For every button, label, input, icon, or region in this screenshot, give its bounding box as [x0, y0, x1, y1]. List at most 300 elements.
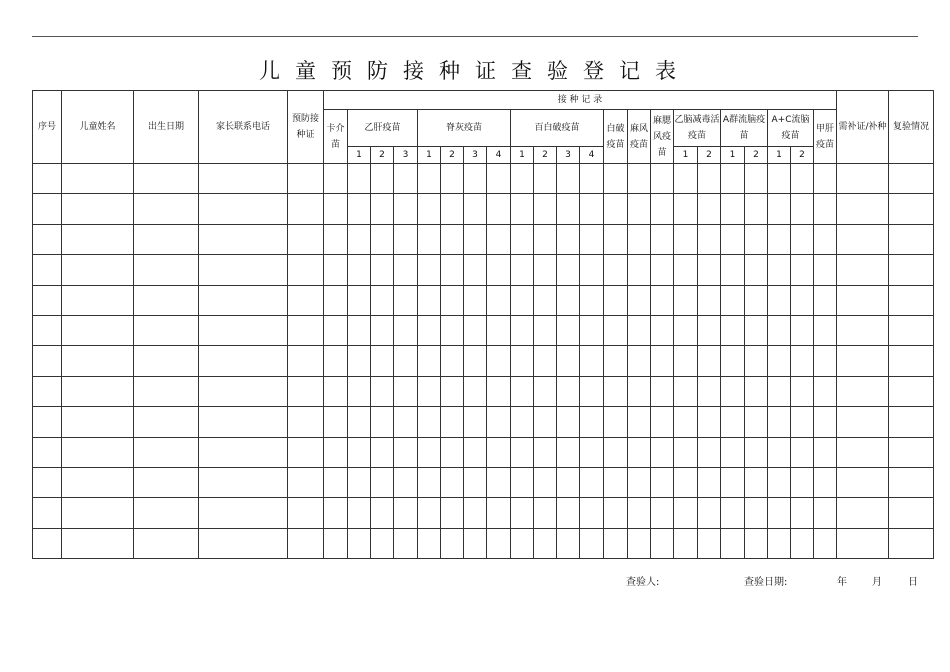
table-cell[interactable]	[464, 285, 487, 315]
table-cell[interactable]	[394, 285, 418, 315]
table-cell[interactable]	[288, 407, 324, 437]
table-cell[interactable]	[814, 315, 837, 345]
table-cell[interactable]	[557, 194, 580, 224]
table-cell[interactable]	[628, 164, 651, 194]
table-cell[interactable]	[534, 467, 557, 497]
table-cell[interactable]	[394, 376, 418, 406]
table-cell[interactable]	[288, 315, 324, 345]
table-cell[interactable]	[580, 437, 604, 467]
table-cell[interactable]	[487, 528, 511, 558]
table-cell[interactable]	[674, 407, 698, 437]
table-cell[interactable]	[837, 528, 889, 558]
table-cell[interactable]	[604, 376, 628, 406]
table-cell[interactable]	[371, 285, 394, 315]
table-cell[interactable]	[394, 346, 418, 376]
table-cell[interactable]	[33, 164, 62, 194]
table-cell[interactable]	[628, 224, 651, 254]
table-cell[interactable]	[534, 346, 557, 376]
table-cell[interactable]	[745, 346, 768, 376]
table-cell[interactable]	[604, 315, 628, 345]
table-cell[interactable]	[814, 437, 837, 467]
table-cell[interactable]	[418, 437, 441, 467]
table-cell[interactable]	[62, 376, 134, 406]
table-cell[interactable]	[651, 194, 674, 224]
table-cell[interactable]	[698, 164, 721, 194]
table-cell[interactable]	[511, 315, 534, 345]
table-cell[interactable]	[288, 467, 324, 497]
table-cell[interactable]	[889, 346, 934, 376]
table-cell[interactable]	[324, 224, 348, 254]
table-cell[interactable]	[604, 407, 628, 437]
table-cell[interactable]	[698, 224, 721, 254]
table-cell[interactable]	[604, 437, 628, 467]
table-cell[interactable]	[487, 194, 511, 224]
table-cell[interactable]	[814, 407, 837, 437]
table-cell[interactable]	[534, 376, 557, 406]
table-cell[interactable]	[889, 285, 934, 315]
table-cell[interactable]	[791, 224, 814, 254]
table-cell[interactable]	[557, 224, 580, 254]
table-cell[interactable]	[580, 194, 604, 224]
table-cell[interactable]	[889, 315, 934, 345]
table-cell[interactable]	[557, 528, 580, 558]
table-cell[interactable]	[324, 255, 348, 285]
table-cell[interactable]	[889, 437, 934, 467]
table-cell[interactable]	[674, 255, 698, 285]
table-cell[interactable]	[62, 528, 134, 558]
table-cell[interactable]	[394, 194, 418, 224]
table-cell[interactable]	[534, 224, 557, 254]
table-cell[interactable]	[721, 498, 745, 528]
table-cell[interactable]	[418, 194, 441, 224]
table-cell[interactable]	[441, 407, 464, 437]
table-cell[interactable]	[394, 467, 418, 497]
table-cell[interactable]	[394, 224, 418, 254]
table-cell[interactable]	[651, 255, 674, 285]
table-cell[interactable]	[371, 498, 394, 528]
table-cell[interactable]	[837, 467, 889, 497]
table-cell[interactable]	[837, 164, 889, 194]
table-cell[interactable]	[721, 285, 745, 315]
table-cell[interactable]	[33, 528, 62, 558]
table-cell[interactable]	[371, 376, 394, 406]
table-cell[interactable]	[580, 528, 604, 558]
table-cell[interactable]	[837, 437, 889, 467]
table-cell[interactable]	[418, 498, 441, 528]
table-cell[interactable]	[604, 467, 628, 497]
table-cell[interactable]	[62, 467, 134, 497]
table-cell[interactable]	[837, 315, 889, 345]
table-cell[interactable]	[418, 467, 441, 497]
table-cell[interactable]	[604, 255, 628, 285]
table-cell[interactable]	[348, 498, 371, 528]
table-cell[interactable]	[674, 285, 698, 315]
table-cell[interactable]	[199, 407, 288, 437]
table-cell[interactable]	[791, 467, 814, 497]
table-cell[interactable]	[511, 164, 534, 194]
table-cell[interactable]	[62, 498, 134, 528]
table-cell[interactable]	[33, 346, 62, 376]
table-cell[interactable]	[288, 498, 324, 528]
table-cell[interactable]	[674, 376, 698, 406]
table-cell[interactable]	[394, 255, 418, 285]
table-cell[interactable]	[134, 346, 199, 376]
table-cell[interactable]	[288, 255, 324, 285]
table-cell[interactable]	[487, 224, 511, 254]
table-cell[interactable]	[62, 346, 134, 376]
table-cell[interactable]	[33, 376, 62, 406]
table-cell[interactable]	[791, 194, 814, 224]
table-cell[interactable]	[348, 164, 371, 194]
table-cell[interactable]	[511, 467, 534, 497]
table-cell[interactable]	[464, 224, 487, 254]
table-cell[interactable]	[791, 498, 814, 528]
table-cell[interactable]	[348, 194, 371, 224]
table-cell[interactable]	[324, 467, 348, 497]
table-cell[interactable]	[604, 224, 628, 254]
table-cell[interactable]	[534, 285, 557, 315]
table-cell[interactable]	[745, 407, 768, 437]
table-cell[interactable]	[745, 194, 768, 224]
table-cell[interactable]	[889, 164, 934, 194]
table-cell[interactable]	[487, 285, 511, 315]
table-cell[interactable]	[580, 407, 604, 437]
table-cell[interactable]	[837, 224, 889, 254]
table-cell[interactable]	[324, 528, 348, 558]
table-cell[interactable]	[814, 255, 837, 285]
table-cell[interactable]	[464, 407, 487, 437]
table-cell[interactable]	[441, 194, 464, 224]
table-cell[interactable]	[62, 407, 134, 437]
table-cell[interactable]	[628, 528, 651, 558]
table-cell[interactable]	[418, 315, 441, 345]
table-cell[interactable]	[288, 346, 324, 376]
table-cell[interactable]	[721, 467, 745, 497]
table-cell[interactable]	[889, 194, 934, 224]
table-cell[interactable]	[371, 407, 394, 437]
table-cell[interactable]	[651, 164, 674, 194]
table-cell[interactable]	[628, 407, 651, 437]
table-cell[interactable]	[62, 315, 134, 345]
table-cell[interactable]	[580, 285, 604, 315]
table-cell[interactable]	[348, 255, 371, 285]
table-cell[interactable]	[580, 376, 604, 406]
table-cell[interactable]	[580, 315, 604, 345]
table-cell[interactable]	[651, 467, 674, 497]
table-cell[interactable]	[698, 437, 721, 467]
table-cell[interactable]	[580, 255, 604, 285]
table-cell[interactable]	[628, 194, 651, 224]
table-cell[interactable]	[721, 437, 745, 467]
table-cell[interactable]	[745, 255, 768, 285]
table-cell[interactable]	[324, 164, 348, 194]
table-cell[interactable]	[33, 315, 62, 345]
table-cell[interactable]	[837, 407, 889, 437]
table-cell[interactable]	[288, 164, 324, 194]
table-cell[interactable]	[33, 437, 62, 467]
table-cell[interactable]	[837, 285, 889, 315]
table-cell[interactable]	[441, 528, 464, 558]
table-cell[interactable]	[394, 315, 418, 345]
table-cell[interactable]	[837, 498, 889, 528]
table-cell[interactable]	[604, 194, 628, 224]
table-cell[interactable]	[511, 346, 534, 376]
table-cell[interactable]	[837, 194, 889, 224]
table-cell[interactable]	[348, 528, 371, 558]
table-cell[interactable]	[557, 467, 580, 497]
table-cell[interactable]	[651, 437, 674, 467]
table-cell[interactable]	[464, 164, 487, 194]
table-cell[interactable]	[534, 498, 557, 528]
table-cell[interactable]	[487, 376, 511, 406]
table-cell[interactable]	[745, 528, 768, 558]
table-cell[interactable]	[628, 467, 651, 497]
table-cell[interactable]	[441, 467, 464, 497]
table-cell[interactable]	[721, 346, 745, 376]
table-cell[interactable]	[441, 164, 464, 194]
table-cell[interactable]	[814, 194, 837, 224]
table-cell[interactable]	[134, 285, 199, 315]
table-cell[interactable]	[134, 164, 199, 194]
table-cell[interactable]	[199, 498, 288, 528]
table-cell[interactable]	[768, 528, 791, 558]
table-cell[interactable]	[288, 376, 324, 406]
table-cell[interactable]	[487, 164, 511, 194]
table-cell[interactable]	[199, 528, 288, 558]
table-cell[interactable]	[464, 467, 487, 497]
table-cell[interactable]	[768, 285, 791, 315]
table-cell[interactable]	[33, 255, 62, 285]
table-cell[interactable]	[557, 498, 580, 528]
table-cell[interactable]	[199, 224, 288, 254]
table-cell[interactable]	[134, 255, 199, 285]
table-cell[interactable]	[33, 224, 62, 254]
table-cell[interactable]	[674, 194, 698, 224]
table-cell[interactable]	[721, 376, 745, 406]
table-cell[interactable]	[418, 255, 441, 285]
table-cell[interactable]	[889, 467, 934, 497]
table-cell[interactable]	[371, 467, 394, 497]
table-cell[interactable]	[511, 407, 534, 437]
table-cell[interactable]	[62, 164, 134, 194]
table-cell[interactable]	[348, 467, 371, 497]
table-cell[interactable]	[394, 164, 418, 194]
table-cell[interactable]	[464, 315, 487, 345]
table-cell[interactable]	[441, 315, 464, 345]
table-cell[interactable]	[134, 437, 199, 467]
table-cell[interactable]	[721, 164, 745, 194]
table-cell[interactable]	[534, 437, 557, 467]
table-cell[interactable]	[371, 224, 394, 254]
table-cell[interactable]	[511, 376, 534, 406]
table-cell[interactable]	[604, 498, 628, 528]
table-cell[interactable]	[371, 528, 394, 558]
table-cell[interactable]	[698, 255, 721, 285]
table-cell[interactable]	[580, 346, 604, 376]
table-cell[interactable]	[418, 407, 441, 437]
table-cell[interactable]	[628, 315, 651, 345]
table-cell[interactable]	[324, 194, 348, 224]
table-cell[interactable]	[674, 224, 698, 254]
table-cell[interactable]	[837, 255, 889, 285]
table-cell[interactable]	[324, 376, 348, 406]
table-cell[interactable]	[487, 315, 511, 345]
table-cell[interactable]	[557, 315, 580, 345]
table-cell[interactable]	[487, 255, 511, 285]
table-cell[interactable]	[62, 224, 134, 254]
table-cell[interactable]	[721, 255, 745, 285]
table-cell[interactable]	[534, 164, 557, 194]
table-cell[interactable]	[371, 255, 394, 285]
table-cell[interactable]	[441, 498, 464, 528]
table-cell[interactable]	[768, 346, 791, 376]
table-cell[interactable]	[348, 437, 371, 467]
table-cell[interactable]	[324, 407, 348, 437]
table-cell[interactable]	[557, 255, 580, 285]
table-cell[interactable]	[511, 224, 534, 254]
table-cell[interactable]	[487, 346, 511, 376]
table-cell[interactable]	[745, 467, 768, 497]
table-cell[interactable]	[199, 194, 288, 224]
table-cell[interactable]	[348, 407, 371, 437]
table-cell[interactable]	[651, 346, 674, 376]
table-cell[interactable]	[651, 528, 674, 558]
table-cell[interactable]	[511, 255, 534, 285]
table-cell[interactable]	[371, 315, 394, 345]
table-cell[interactable]	[33, 407, 62, 437]
table-cell[interactable]	[604, 164, 628, 194]
table-cell[interactable]	[580, 164, 604, 194]
table-cell[interactable]	[768, 164, 791, 194]
table-cell[interactable]	[288, 285, 324, 315]
table-cell[interactable]	[745, 498, 768, 528]
table-cell[interactable]	[628, 498, 651, 528]
table-cell[interactable]	[698, 498, 721, 528]
table-cell[interactable]	[33, 285, 62, 315]
table-cell[interactable]	[791, 376, 814, 406]
table-cell[interactable]	[628, 255, 651, 285]
table-cell[interactable]	[745, 437, 768, 467]
table-cell[interactable]	[791, 346, 814, 376]
table-cell[interactable]	[394, 498, 418, 528]
table-cell[interactable]	[604, 528, 628, 558]
table-cell[interactable]	[134, 528, 199, 558]
table-cell[interactable]	[511, 498, 534, 528]
table-cell[interactable]	[721, 224, 745, 254]
table-cell[interactable]	[348, 376, 371, 406]
table-cell[interactable]	[674, 315, 698, 345]
table-cell[interactable]	[557, 285, 580, 315]
table-cell[interactable]	[134, 407, 199, 437]
table-cell[interactable]	[651, 315, 674, 345]
table-cell[interactable]	[199, 376, 288, 406]
table-cell[interactable]	[511, 285, 534, 315]
table-cell[interactable]	[768, 467, 791, 497]
table-cell[interactable]	[464, 528, 487, 558]
table-cell[interactable]	[814, 528, 837, 558]
table-cell[interactable]	[441, 437, 464, 467]
table-cell[interactable]	[348, 315, 371, 345]
table-cell[interactable]	[745, 285, 768, 315]
table-cell[interactable]	[698, 528, 721, 558]
table-cell[interactable]	[768, 437, 791, 467]
table-cell[interactable]	[889, 498, 934, 528]
table-cell[interactable]	[768, 224, 791, 254]
table-cell[interactable]	[814, 498, 837, 528]
table-cell[interactable]	[394, 528, 418, 558]
table-cell[interactable]	[534, 194, 557, 224]
table-cell[interactable]	[604, 346, 628, 376]
table-cell[interactable]	[674, 528, 698, 558]
table-cell[interactable]	[698, 467, 721, 497]
table-cell[interactable]	[418, 285, 441, 315]
table-cell[interactable]	[791, 285, 814, 315]
table-cell[interactable]	[721, 194, 745, 224]
table-cell[interactable]	[814, 376, 837, 406]
table-cell[interactable]	[768, 194, 791, 224]
table-cell[interactable]	[464, 194, 487, 224]
table-cell[interactable]	[698, 285, 721, 315]
table-cell[interactable]	[534, 315, 557, 345]
table-cell[interactable]	[557, 437, 580, 467]
table-cell[interactable]	[62, 255, 134, 285]
table-cell[interactable]	[721, 407, 745, 437]
table-cell[interactable]	[62, 194, 134, 224]
table-cell[interactable]	[791, 255, 814, 285]
table-cell[interactable]	[791, 407, 814, 437]
table-cell[interactable]	[889, 376, 934, 406]
table-cell[interactable]	[418, 376, 441, 406]
table-cell[interactable]	[698, 315, 721, 345]
table-cell[interactable]	[33, 467, 62, 497]
table-cell[interactable]	[557, 376, 580, 406]
table-cell[interactable]	[651, 407, 674, 437]
table-cell[interactable]	[464, 255, 487, 285]
table-cell[interactable]	[288, 224, 324, 254]
table-cell[interactable]	[889, 224, 934, 254]
table-cell[interactable]	[791, 164, 814, 194]
table-cell[interactable]	[371, 437, 394, 467]
table-cell[interactable]	[557, 407, 580, 437]
table-cell[interactable]	[418, 346, 441, 376]
table-cell[interactable]	[768, 315, 791, 345]
table-cell[interactable]	[371, 346, 394, 376]
table-cell[interactable]	[348, 346, 371, 376]
table-cell[interactable]	[814, 467, 837, 497]
table-cell[interactable]	[889, 407, 934, 437]
table-cell[interactable]	[745, 164, 768, 194]
table-cell[interactable]	[324, 315, 348, 345]
table-cell[interactable]	[324, 285, 348, 315]
table-cell[interactable]	[348, 224, 371, 254]
table-cell[interactable]	[33, 194, 62, 224]
table-cell[interactable]	[33, 498, 62, 528]
table-cell[interactable]	[134, 498, 199, 528]
table-cell[interactable]	[628, 437, 651, 467]
table-cell[interactable]	[814, 224, 837, 254]
table-cell[interactable]	[674, 437, 698, 467]
table-cell[interactable]	[791, 315, 814, 345]
table-cell[interactable]	[651, 224, 674, 254]
table-cell[interactable]	[62, 437, 134, 467]
table-cell[interactable]	[580, 467, 604, 497]
table-cell[interactable]	[441, 376, 464, 406]
table-cell[interactable]	[698, 346, 721, 376]
table-cell[interactable]	[199, 285, 288, 315]
table-cell[interactable]	[441, 346, 464, 376]
table-cell[interactable]	[698, 194, 721, 224]
table-cell[interactable]	[745, 315, 768, 345]
